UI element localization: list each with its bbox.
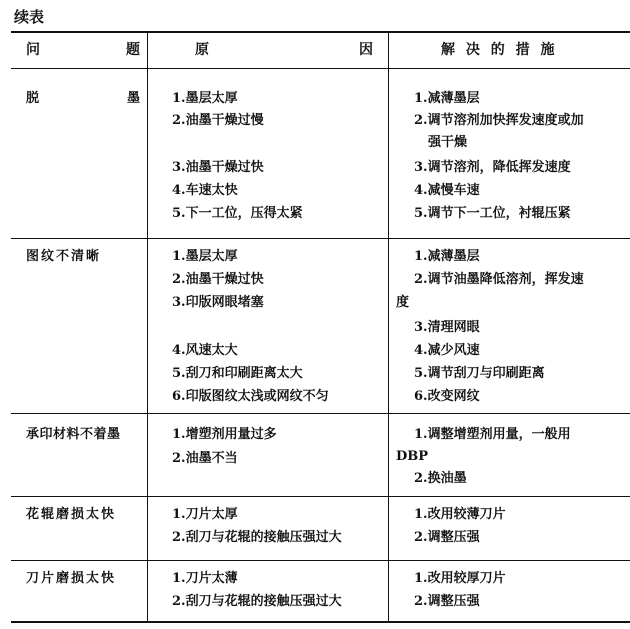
header-cause: 原 因 [195, 42, 373, 58]
cause-item: 2.刮刀与花辊的接触压强过大 [172, 594, 342, 609]
cause-item: 1.刀片太厚 [172, 507, 238, 522]
cause-item: 2.油墨不当 [172, 451, 238, 466]
cause-item: 1.墨层太厚 [172, 91, 238, 106]
header-rule [11, 68, 630, 69]
solution-item: 2.换油墨 [414, 471, 467, 486]
cause-item: 4.车速太快 [172, 183, 238, 198]
solution-item: 6.改变网纹 [414, 389, 480, 404]
solution-item: 1.减薄墨层 [414, 91, 480, 106]
solution-item: 1.改用较厚刀片 [414, 571, 506, 586]
cause-item: 5.刮刀和印刷距离太大 [172, 366, 303, 381]
solution-item: 2.调节油墨降低溶剂，挥发速 [414, 272, 584, 287]
cause-item: 3.印版网眼堵塞 [172, 295, 264, 310]
solution-item: 5.调节刮刀与印刷距离 [414, 366, 545, 381]
cause-item: 1.墨层太厚 [172, 249, 238, 264]
table-top-rule [11, 31, 630, 33]
problem-cell: 承印材料不着墨 [26, 427, 121, 442]
solution-item: 1.调整增塑剂用量，一般用 [414, 427, 571, 442]
solution-item: 强干燥 [428, 135, 468, 150]
solution-item: 2.调整压强 [414, 530, 480, 545]
solution-item: 1.改用较薄刀片 [414, 507, 506, 522]
cause-item: 2.油墨干燥过慢 [172, 113, 264, 128]
solution-item: 度 [396, 295, 410, 310]
row-rule [11, 496, 630, 497]
cause-item: 2.刮刀与花辊的接触压强过大 [172, 530, 342, 545]
solution-item: 2.调节溶剂加快挥发速度或加 [414, 113, 584, 128]
cause-item: 1.刀片太薄 [172, 571, 238, 586]
solution-item: 4.减慢车速 [414, 183, 480, 198]
solution-item: 4.减少风速 [414, 343, 480, 358]
problem-cell: 脱 墨 [26, 91, 140, 106]
problem-cell: 图纹不清晰 [26, 249, 102, 264]
solution-item: 5.调节下一工位，衬辊压紧 [414, 206, 571, 221]
solution-item: 2.调整压强 [414, 594, 480, 609]
cause-item: 1.增塑剂用量过多 [172, 427, 277, 442]
header-solution: 解 决 的 措 施 [441, 42, 558, 58]
cause-item: 5.下一工位，压得太紧 [172, 206, 303, 221]
row-rule [11, 238, 630, 239]
table-bottom-rule [11, 621, 630, 623]
column-divider [147, 33, 148, 621]
cause-item: 3.油墨干燥过快 [172, 160, 264, 175]
row-rule [11, 560, 630, 561]
table-caption: 续表 [14, 8, 45, 26]
solution-item: DBP [396, 449, 429, 464]
cause-item: 2.油墨干燥过快 [172, 272, 264, 287]
row-rule [11, 413, 630, 414]
solution-item: 1.减薄墨层 [414, 249, 480, 264]
problem-cell: 刀片磨损太快 [26, 571, 117, 586]
header-problem: 问 题 [26, 42, 140, 58]
cause-item: 6.印版图纹太浅或网纹不匀 [172, 389, 329, 404]
solution-item: 3.调节溶剂，降低挥发速度 [414, 160, 571, 175]
cause-item: 4.风速太大 [172, 343, 238, 358]
solution-item: 3.清理网眼 [414, 320, 480, 335]
column-divider [388, 33, 389, 621]
problem-cell: 花辊磨损太快 [26, 507, 117, 522]
